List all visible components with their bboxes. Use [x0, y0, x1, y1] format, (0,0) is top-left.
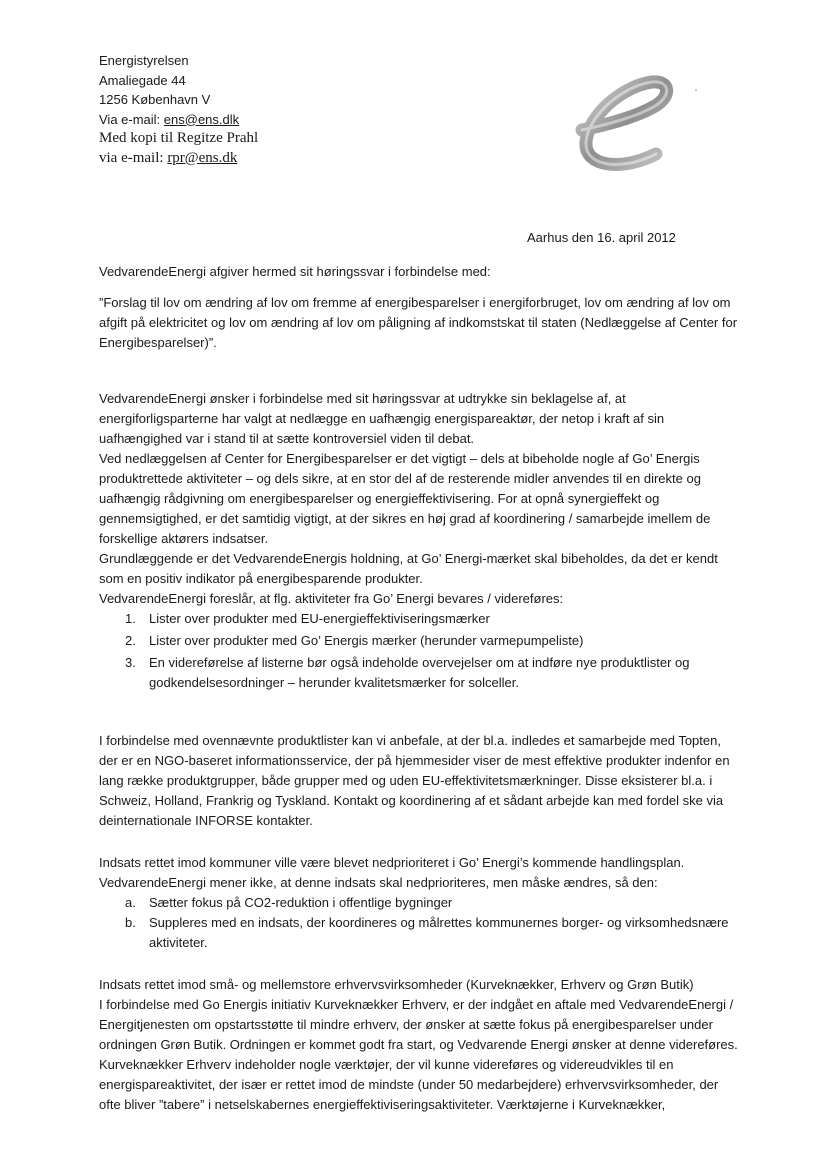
- address-line: Amaliegade 44: [99, 72, 186, 88]
- copy-email-line: [99, 149, 258, 169]
- copy-line: Med kopi til Regitze Prahl: [99, 130, 259, 146]
- paragraph: Ved nedlæggelsen af Center for Energibesparelser er det vigtigt – dels at bibeholde nogle af Go’ Energis produktrettede aktiviteter – og dels sikre, at en stor del af de resterende midler anvendes til en direkte og uafhængig rådgivning om energibesparelser og energieffektivisering. For at opnå synergieffekt og gennemsigtighed, er det samtidig vigtigt, at der sikres en høj grad af koordinering / samarbejde imellem de forskellige aktørers indsatser.: [99, 451, 711, 546]
- intro-paragraph: VedvarendeEnergi afgiver hermed sit høringssvar i forbindelse med:: [99, 264, 491, 279]
- list-item-text: Suppleres med en indsats, der koordineres og målrettes kommunernes borger- og virksomhedsnære aktiviteter.: [149, 915, 729, 950]
- paragraph: I forbindelse med Go Energis initiativ Kurveknækker Erhverv, er der indgået en aftale med VedvarendeEnergi / Energitjenesten om opstartsstøtte til mindre erhverv, der ønsker at sætte fokus på energibesparelser under ordningen Grøn Butik. Ordningen er kommet godt fra start, og Vedvarende Energi ønsker at denne videreføres.: [99, 997, 738, 1052]
- recipient-address: [99, 51, 258, 168]
- copy-email-link[interactable]: rpr@ens.dk: [167, 149, 238, 166]
- paragraph: VedvarendeEnergi mener ikke, at denne indsats skal nedprioriteres, men måske ændres, så den:: [99, 875, 658, 890]
- list-item: [99, 653, 739, 693]
- address-line: Energistyrelsen: [99, 53, 189, 68]
- list-item-text: En videreførelse af listerne bør også indeholde overvejelser om at indføre nye produktlister og godkendelsesordninger – herunder kvalitetsmærker for solceller.: [149, 655, 690, 690]
- list-marker: 3.: [125, 655, 136, 670]
- list-item-text: Lister over produkter med EU-energieffektiviseringsmærker: [149, 611, 490, 626]
- list-marker: b.: [125, 915, 136, 930]
- list-marker: a.: [125, 895, 136, 910]
- paragraph-topten: I forbindelse med ovennævnte produktlister kan vi anbefale, at der bl.a. indledes et samarbejde med Topten, der er en NGO-baseret informationsservice, der på hjemmesider viser de mest effektive produkter indenfor en lang række produktgrupper, både grupper med og uden EU-effektivitetsmærkninger. Disse eksisterer bl.a. i Schweiz, Holland, Frankrig og Tyskland. Kontakt og koordinering af et sådant arbejde kan med fordel ske via deinternationale INFORSE kontakter.: [99, 733, 730, 828]
- quoted-bill-title: ”Forslag til lov om ændring af lov om fremme af energibesparelser i energiforbruget, lov om ændring af lov om afgift på elektricitet og lov om ændring af lov om påligning af indkomstskat til staten (Nedlæggelse af Center for Energibesparelser)”.: [99, 295, 738, 350]
- list-item-text: Sætter fokus på CO2-reduktion i offentlige bygninger: [149, 895, 453, 910]
- list-item: [99, 893, 739, 913]
- swirl-e-logo-icon: [560, 68, 710, 178]
- paragraph: VedvarendeEnergi foreslår, at flg. aktiviteter fra Go’ Energi bevares / videreføres:: [99, 591, 564, 606]
- list-item-text: Lister over produkter med Go’ Energis mærker (herunder varmepumpeliste): [149, 633, 584, 648]
- email-prefix: Via e-mail:: [99, 111, 164, 127]
- address-line: 1256 København V: [99, 92, 211, 107]
- list-item: [99, 609, 739, 629]
- paragraph: Indsats rettet imod kommuner ville være blevet nedprioriteret i Go’ Energi’s kommende handlingsplan.: [99, 855, 685, 870]
- email-line: [99, 110, 258, 130]
- lettered-list: [99, 893, 739, 953]
- paragraph: Kurveknækker Erhverv indeholder nogle værktøjer, der vil kunne videreføres og videreudvikles til en energispareaktivitet, der især er rettet imod de mindste (under 50 medarbejdere) erhvervsvirksomheder, der ofte bliver ”tabere” i netselskabernes energieffektiviseringsaktiviteter. Værktøjerne i Kurveknækker,: [99, 1057, 719, 1112]
- list-item: [99, 913, 739, 953]
- paragraph: Grundlæggende er det VedvarendeEnergis holdning, at Go’ Energi-mærket skal bibeholdes, da det er kendt som en positiv indikator på energibesparende produkter.: [99, 551, 718, 586]
- list-marker: 2.: [125, 633, 136, 648]
- paragraph: VedvarendeEnergi ønsker i forbindelse med sit høringssvar at udtrykke sin beklagelse af, at energiforligsparterne har valgt at nedlægge en uafhængig energispareaktør, der netop i kraft af sin uafhængighed var i stand til at sætte kontroversiel viden til debat.: [99, 391, 665, 446]
- list-marker: 1.: [125, 611, 136, 626]
- email-link[interactable]: ens@ens.dlk: [163, 111, 240, 127]
- letter-date: Aarhus den 16. april 2012: [527, 230, 676, 245]
- letter-body: [99, 262, 739, 1115]
- copy-email-prefix: via e-mail:: [99, 149, 168, 166]
- numbered-list: [99, 609, 739, 693]
- paragraph: Indsats rettet imod små- og mellemstore erhvervsvirksomheder (Kurveknækker, Erhverv og Grøn Butik): [99, 977, 694, 992]
- list-item: [99, 631, 739, 651]
